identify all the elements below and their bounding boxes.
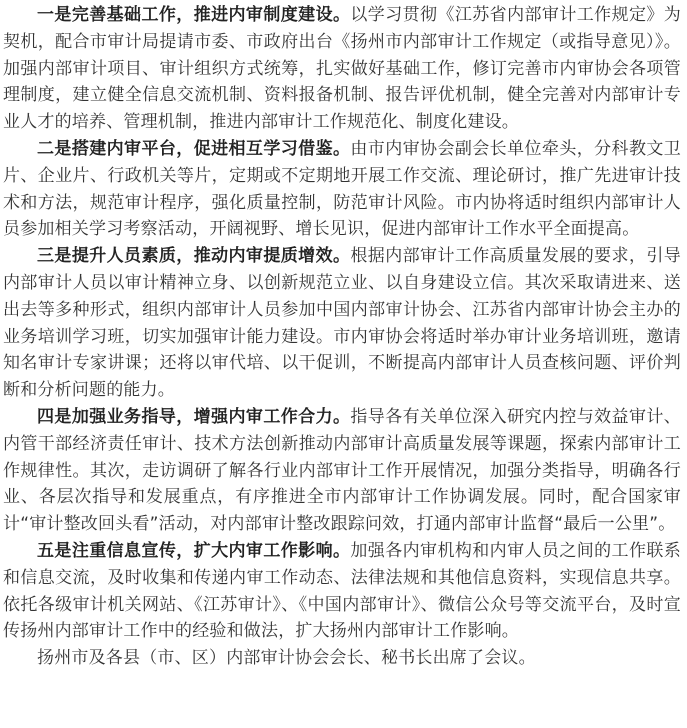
paragraph-1-text: 以学习贯彻《江苏省内部审计工作规定》为契机，配合市审计局提请市委、市政府出台《扬州市内部审计工作规定（或指导意见）》。加强内部审计项目、审计组织方式统筹，扎实做好基础工作，修订完善市内审协会各项管理制度，建立健全信息交流机制、资料报备机制、报告评优机制，健全完善对内部审计专业人才的培养、管理机制，推进内部审计工作规范化、制度化建设。 <box>3 5 681 133</box>
paragraph-5 <box>3 538 681 645</box>
paragraph-4-text: 指导各有关单位深入研究内控与效益审计、内管干部经济责任审计、技术方法创新推动内部审计高质量发展等课题，探索内部审计工作规律性。其次，走访调研了解各行业内部审计工作开展情况，加强分类指导，明确各行业、各层次指导和发展重点，有序推进全市内部审计工作协调发展。同时，配合国家审计“审计整改回头看”活动，对内部审计整改跟踪问效，打通内部审计监督“最后一公里”。 <box>3 406 681 535</box>
paragraph-6 <box>3 645 681 672</box>
paragraph-5-text: 加强各内审机构和内审人员之间的工作联系和信息交流，及时收集和传递内审工作动态、法律法规和其他信息资料，实现信息共享。依托各级审计机关网站、《江苏审计》、《中国内部审计》、微信公众号等交流平台，及时宣传扬州内部审计工作中的经验和做法，扩大扬州内部审计工作影响。 <box>3 540 681 642</box>
paragraph-2 <box>3 136 681 243</box>
paragraph-3-text: 根据内部审计工作高质量发展的要求，引导内部审计人员以审计精神立身、以创新规范立业、以自身建设立信。其次采取请进来、送出去等多种形式，组织内部审计人员参加中国内部审计协会、江苏省内部审计协会主办的业务培训学习班，切实加强审计能力建设。市内审协会将适时举办审计业务培训班，邀请知名审计专家讲课；还将以审代培、以干促训，不断提高内部审计人员查核问题、评价判断和分析问题的能力。 <box>3 246 681 401</box>
paragraph-1 <box>3 2 681 136</box>
paragraph-3-lead: 三是提升人员素质，推动内审提质增效。 <box>37 246 351 267</box>
paragraph-2-lead: 二是搭建内审平台，促进相互学习借鉴。 <box>37 138 351 159</box>
paragraph-5-lead: 五是注重信息宣传，扩大内审工作影响。 <box>37 540 351 561</box>
paragraph-6-text: 扬州市及各县（市、区）内部审计协会会长、秘书长出席了会议。 <box>37 648 536 669</box>
paragraph-4 <box>3 404 681 538</box>
paragraph-1-lead: 一是完善基础工作，推进内审制度建设。 <box>37 5 351 25</box>
paragraph-3 <box>3 243 681 404</box>
paragraph-4-lead: 四是加强业务指导，增强内审工作合力。 <box>37 406 351 427</box>
paragraph-2-text: 由市内审协会副会长单位牵头，分科教文卫片、企业片、行政机关等片，定期或不定期地开展工作交流、理论研讨，推广先进审计技术和方法，规范审计程序，强化质量控制，防范审计风险。市内协将适时组织内部审计人员参加相关学习考察活动，开阔视野、增长见识，促进内部审计工作水平全面提高。 <box>3 138 681 240</box>
